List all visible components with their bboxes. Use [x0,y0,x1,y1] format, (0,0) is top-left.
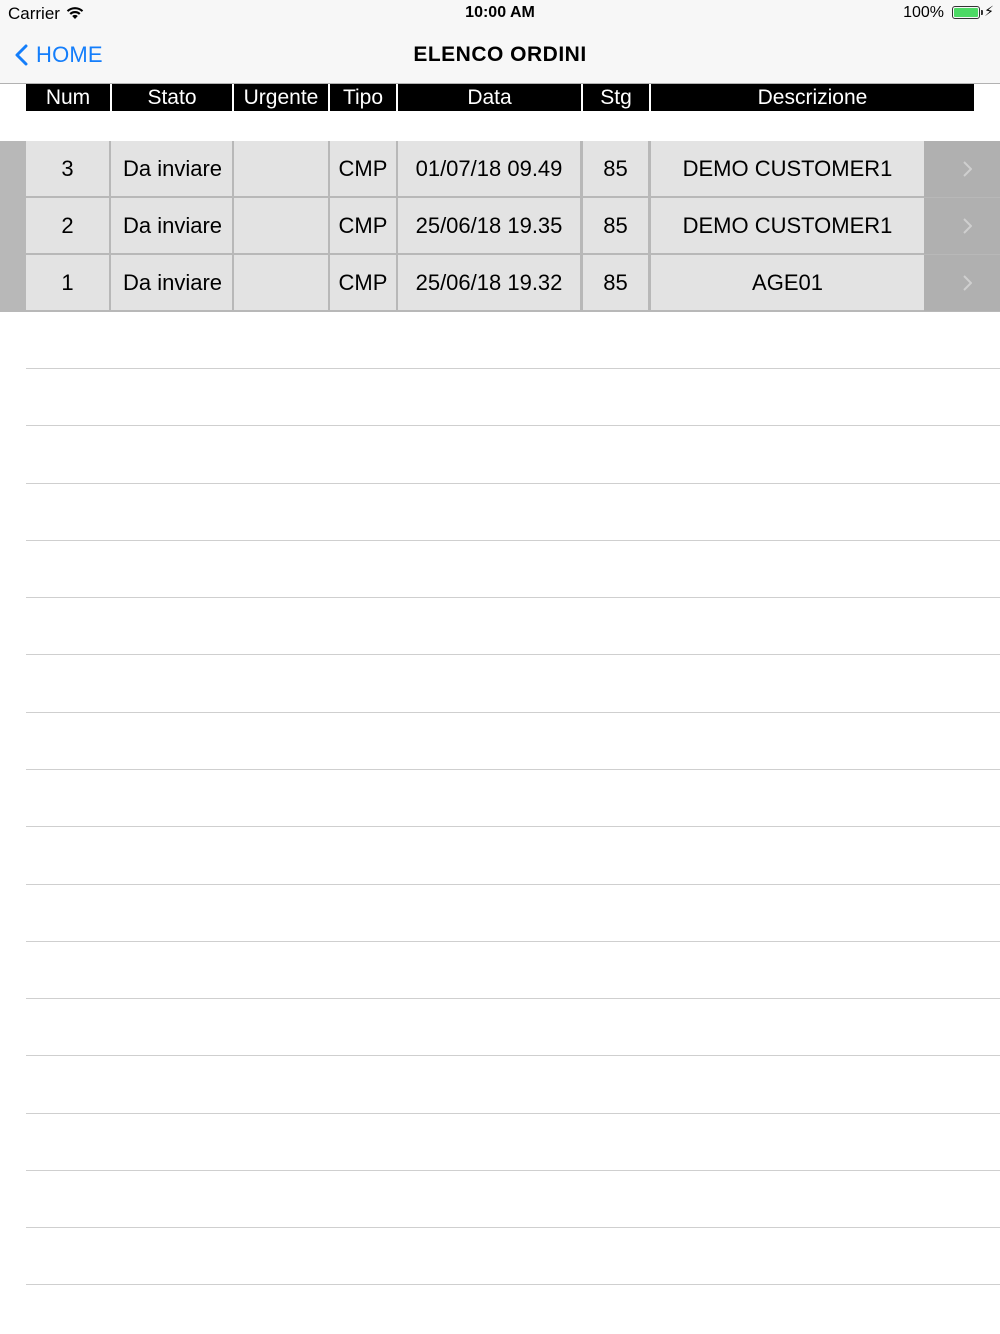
cell-data: 25/06/18 19.32 [398,255,580,310]
charging-icon: ⚡ [984,3,994,19]
column-header-stato: Stato [112,84,232,111]
empty-row-separator [26,597,1000,598]
back-button-label: HOME [36,42,103,67]
cell-stg: 85 [583,255,648,310]
battery-percent: 100% [903,4,944,21]
row-disclosure-button[interactable] [924,141,1000,197]
cell-num: 3 [26,141,109,196]
battery-icon [952,6,980,19]
chevron-right-icon [963,218,972,234]
empty-row-separator [26,425,1000,426]
carrier-label: Carrier [8,4,60,23]
cell-tipo: CMP [330,141,396,196]
empty-row-separator [26,1284,1000,1285]
cell-stg: 85 [583,198,648,253]
cell-data: 01/07/18 09.49 [398,141,580,196]
cell-num: 2 [26,198,109,253]
cell-descrizione: AGE01 [651,255,924,310]
cell-descrizione: DEMO CUSTOMER1 [651,141,924,196]
chevron-right-icon [963,275,972,291]
column-header-data: Data [398,84,581,111]
column-header-stg: Stg [583,84,649,111]
navigation-bar [0,28,1000,84]
empty-row-separator [26,884,1000,885]
empty-row-separator [26,1227,1000,1228]
column-header-tipo: Tipo [330,84,396,111]
cell-urgente [234,255,328,310]
cell-stato: Da inviare [111,141,232,196]
table-row[interactable] [0,141,1000,198]
cell-stato: Da inviare [111,255,232,310]
table-row[interactable] [0,255,1000,312]
cell-stg: 85 [583,141,648,196]
empty-row-separator [26,1055,1000,1056]
battery-tip [981,10,983,15]
empty-row-separator [26,1170,1000,1171]
column-header-num: Num [26,84,110,111]
cell-stato: Da inviare [111,198,232,253]
cell-tipo: CMP [330,255,396,310]
cell-data: 25/06/18 19.35 [398,198,580,253]
empty-row-separator [26,998,1000,999]
column-header-urgente: Urgente [234,84,328,111]
cell-descrizione: DEMO CUSTOMER1 [651,198,924,253]
row-disclosure-button[interactable] [924,255,1000,311]
empty-row-separator [26,769,1000,770]
cell-urgente [234,141,328,196]
empty-row-separator [26,540,1000,541]
cell-urgente [234,198,328,253]
cell-tipo: CMP [330,198,396,253]
empty-row-separator [26,826,1000,827]
empty-row-separator [26,654,1000,655]
status-bar [0,0,1000,28]
empty-row-separator [26,941,1000,942]
page-title: ELENCO ORDINI [413,43,587,66]
row-disclosure-button[interactable] [924,198,1000,254]
cell-num: 1 [26,255,109,310]
table-header [26,84,974,111]
clock: 10:00 AM [465,4,535,21]
empty-row-separator [26,483,1000,484]
empty-row-separator [26,712,1000,713]
empty-row-separator [26,368,1000,369]
chevron-right-icon [963,161,972,177]
column-header-descrizione: Descrizione [651,84,974,111]
empty-row-separator [26,1113,1000,1114]
table-row[interactable] [0,198,1000,255]
